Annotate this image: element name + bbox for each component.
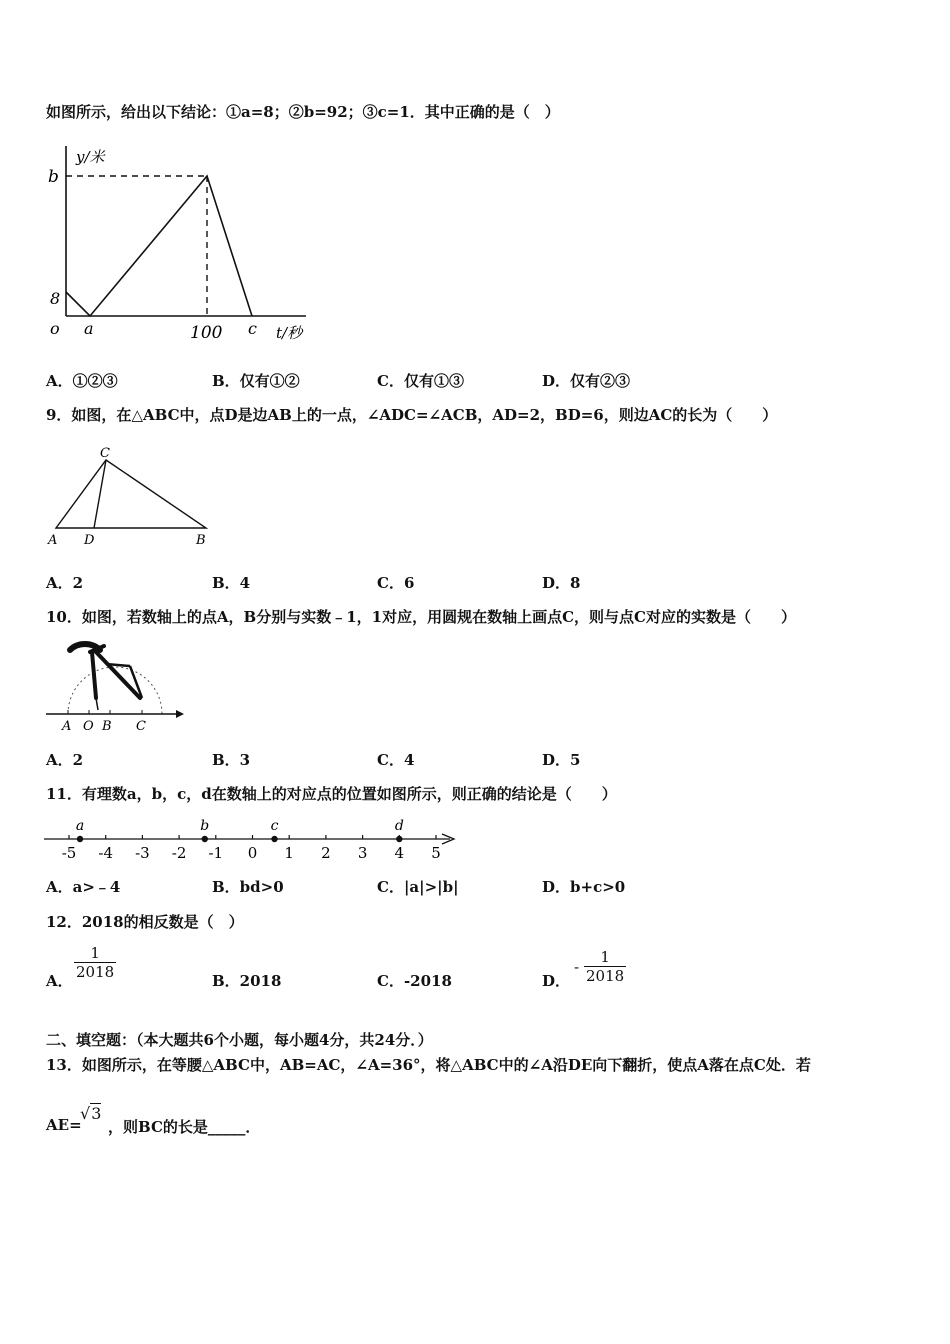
axis-tick-label: 5 xyxy=(431,844,441,862)
q10-option-b: B．3 xyxy=(212,751,251,769)
q13-sqrt-value: 3 xyxy=(91,1104,102,1123)
q9-label-c: C xyxy=(100,446,110,461)
axis-tick-label: 0 xyxy=(247,844,258,862)
graph-b-label: b xyxy=(48,167,59,187)
q9-option-d: D．8 xyxy=(542,574,581,592)
q10-label-a: A xyxy=(62,719,72,734)
graph-y-label: y/米 xyxy=(76,148,105,166)
q9-label-d: D xyxy=(84,533,95,548)
axis-tick-label: -5 xyxy=(61,844,77,862)
q12-option-a-prefix: A． xyxy=(46,972,73,990)
q13-sqrt: √3 xyxy=(80,1104,102,1123)
axis-tick-label: -4 xyxy=(98,844,114,862)
axis-tick-label: 4 xyxy=(394,844,405,862)
q9-option-c: C．6 xyxy=(377,574,415,592)
q8-option-a: A．①②③ xyxy=(46,372,118,390)
q11-number-line xyxy=(44,812,464,864)
axis-point-label-b: b xyxy=(200,818,210,834)
q11-option-d: D．b+c>0 xyxy=(542,878,626,896)
axis-point-c xyxy=(271,836,277,842)
axis-point-label-a: a xyxy=(75,818,85,834)
graph-a-label: a xyxy=(84,319,94,338)
graph-origin-label: o xyxy=(50,319,60,338)
q12-stem: 12．2018的相反数是（ ） xyxy=(46,913,244,931)
q8-graph xyxy=(44,140,324,350)
q9-label-a: A xyxy=(48,533,58,548)
q10-option-c: C．4 xyxy=(377,751,415,769)
q12-option-d-fraction xyxy=(584,948,626,985)
q8-stem: 如图所示，给出以下结论：①a=8；②b=92；③c=1．其中正确的是（ ） xyxy=(46,103,560,121)
q9-option-b: B．4 xyxy=(212,574,251,592)
graph-x-label: t/秒 xyxy=(276,324,303,342)
q12-options xyxy=(46,944,746,994)
q10-option-a: A．2 xyxy=(46,751,84,769)
q12-option-a-denominator: 2018 xyxy=(76,963,115,981)
q11-stem: 11．有理数a，b，c，d在数轴上的对应点的位置如图所示，则正确的结论是（ ） xyxy=(46,785,617,803)
q13-ae-label: AE= xyxy=(46,1116,82,1134)
q10-stem: 10．如图，若数轴上的点A，B分别与实数﹣1，1对应，用圆规在数轴上画点C，则与点C对应的实数是（ ） xyxy=(46,608,796,626)
axis-point-b xyxy=(202,836,208,842)
axis-tick-label: -2 xyxy=(171,844,187,862)
axis-point-d xyxy=(396,836,402,842)
axis-point-label-d: d xyxy=(394,818,404,834)
axis-tick-label: 2 xyxy=(321,844,331,862)
q12-option-b: B．2018 xyxy=(212,972,282,990)
q8-option-c: C．仅有①③ xyxy=(377,372,464,390)
axis-tick-label: 3 xyxy=(357,844,368,862)
q11-option-c: C．|a|>|b| xyxy=(377,878,459,896)
q12-option-d-numerator: 1 xyxy=(600,948,610,966)
q12-option-c: C．-2018 xyxy=(377,972,452,990)
q10-label-o: O xyxy=(83,719,94,734)
axis-tick-label: -1 xyxy=(208,844,224,862)
q9-stem: 9．如图，在△ABC中，点D是边AB上的一点，∠ADC=∠ACB，AD=2，BD=6，则边AC的长为（ ） xyxy=(46,406,778,424)
section-2-heading: 二、填空题：（本大题共6个小题，每小题4分，共24分．） xyxy=(46,1031,433,1049)
q9-option-a: A．2 xyxy=(46,574,84,592)
q12-option-a-numerator: 1 xyxy=(90,944,100,962)
q10-label-b: B xyxy=(102,719,112,734)
q12-option-d-sign: - xyxy=(574,958,580,976)
q10-figure xyxy=(44,638,194,738)
q12-option-d-prefix: D． xyxy=(542,972,571,990)
q9-figure xyxy=(44,440,224,550)
axis-point-label-c: c xyxy=(270,818,279,834)
graph-8-label: 8 xyxy=(50,289,61,308)
q10-label-c: C xyxy=(136,719,146,734)
axis-point-a xyxy=(77,836,83,842)
q11-option-b: B．bd>0 xyxy=(212,878,284,896)
q11-option-a: A．a>﹣4 xyxy=(46,878,121,896)
q12-option-a-fraction xyxy=(74,944,116,981)
q8-option-b: B．仅有①② xyxy=(212,372,300,390)
axis-tick-label: 1 xyxy=(284,844,294,862)
graph-100-label: 100 xyxy=(190,323,223,343)
q12-option-d-denominator: 2018 xyxy=(586,967,625,985)
axis-tick-label: -3 xyxy=(135,844,150,862)
q13-question: ，则BC的长是_____． xyxy=(108,1118,261,1136)
q9-label-b: B xyxy=(196,533,206,548)
q10-option-d: D．5 xyxy=(542,751,581,769)
q13-stem: 13．如图所示，在等腰△ABC中，AB=AC，∠A=36°，将△ABC中的∠A沿DE向下翻折，使点A落在点C处．若 xyxy=(46,1056,811,1074)
q8-option-d: D．仅有②③ xyxy=(542,372,631,390)
graph-c-label: c xyxy=(248,319,257,338)
